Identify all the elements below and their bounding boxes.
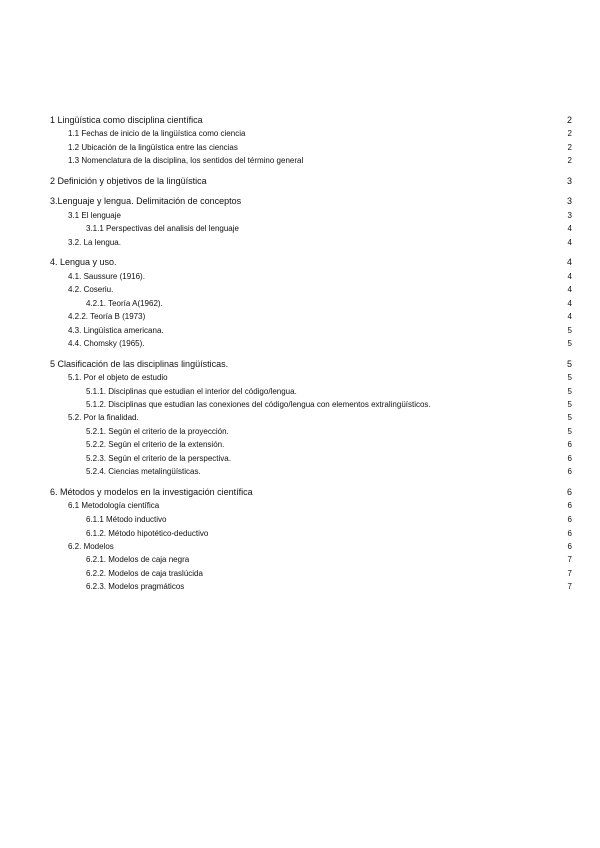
- toc-entry-title: 5.2.3. Según el criterio de la perspectiva.: [86, 454, 231, 463]
- toc-entry-title: 4.1. Saussure (1916).: [68, 272, 145, 281]
- toc-entry-title: 5.2.1. Según el criterio de la proyección.: [86, 427, 229, 436]
- toc-entry[interactable]: [0, 540, 600, 553]
- toc-entry[interactable]: [0, 580, 600, 593]
- toc-entry[interactable]: [0, 513, 600, 526]
- toc-entry-title: 6.1 Metodología científica: [68, 501, 160, 510]
- toc-entry-title: 6.2.2. Modelos de caja traslúcida: [86, 569, 203, 578]
- toc-entry-title: 1.1 Fechas de inicio de la lingüística como ciencia: [68, 129, 246, 138]
- toc-entry[interactable]: [0, 465, 600, 478]
- toc-entry[interactable]: [0, 154, 600, 167]
- toc-entry-page: 6: [567, 529, 572, 538]
- toc-entry-title: 4.4. Chomsky (1965).: [68, 339, 145, 348]
- toc-entry-title: 4. Lengua y uso.: [50, 257, 117, 267]
- toc-entry-page: 3: [567, 211, 572, 220]
- toc-entry-page: 7: [567, 569, 572, 578]
- toc-entry[interactable]: [0, 324, 600, 337]
- toc-entry-page: 4: [567, 312, 572, 321]
- toc-entry-page: 6: [567, 467, 572, 476]
- toc-entry-page: 2: [567, 156, 572, 165]
- toc-entry-page: 6: [567, 515, 572, 524]
- toc-entry[interactable]: [0, 195, 600, 208]
- toc-entry-title: 5.1. Por el objeto de estudio: [68, 373, 168, 382]
- toc-entry-title: 6.2.3. Modelos pragmáticos: [86, 582, 185, 591]
- toc-entry[interactable]: [0, 256, 600, 269]
- toc-entry-title: 4.2. Coseriu.: [68, 285, 114, 294]
- toc-entry-page: 6: [567, 542, 572, 551]
- toc-entry[interactable]: [0, 371, 600, 384]
- toc-entry-title: 3.Lenguaje y lengua. Delimitación de conceptos: [50, 196, 242, 206]
- toc-entry[interactable]: [0, 452, 600, 465]
- toc-entry-page: 5: [567, 326, 572, 335]
- toc-entry-page: 4: [567, 238, 572, 247]
- toc-entry-title: 2 Definición y objetivos de la lingüística: [50, 176, 207, 186]
- toc-entry[interactable]: [0, 499, 600, 512]
- toc-entry-title: 4.2.2. Teoría B (1973): [68, 312, 146, 321]
- toc-entry-title: 3.1.1 Perspectivas del analisis del lenguaje: [86, 224, 239, 233]
- toc-entry-page: 4: [567, 299, 572, 308]
- toc-entry-page: 5: [567, 413, 572, 422]
- toc-entry-title: 5.1.1. Disciplinas que estudian el interior del código/lengua.: [86, 387, 297, 396]
- toc-entry[interactable]: [0, 175, 600, 188]
- toc-entry[interactable]: [0, 438, 600, 451]
- toc-entry-title: 1.3 Nomenclatura de la disciplina, los sentidos del término general: [68, 156, 304, 165]
- toc-entry[interactable]: [0, 411, 600, 424]
- toc-entry-page: 7: [567, 582, 572, 591]
- toc-entry-page: 3: [566, 196, 572, 206]
- toc-entry-title: 3.2. La lengua.: [68, 238, 121, 247]
- toc-entry[interactable]: [0, 270, 600, 283]
- toc-entry-title: 6.2.1. Modelos de caja negra: [86, 555, 190, 564]
- toc-entry-page: 4: [567, 224, 572, 233]
- toc-entry[interactable]: [0, 337, 600, 350]
- toc-entry-title: 1.2 Ubicación de la lingüística entre las ciencias: [68, 143, 238, 152]
- toc-entry[interactable]: [0, 486, 600, 499]
- toc-entry-page: 3: [566, 176, 572, 186]
- toc-entry[interactable]: [0, 297, 600, 310]
- toc-entry[interactable]: [0, 310, 600, 323]
- toc-entry-page: 6: [567, 501, 572, 510]
- toc-entry-title: 3.1 El lenguaje: [68, 211, 121, 220]
- toc-entry-title: 6.2. Modelos: [68, 542, 114, 551]
- toc-entry-page: 4: [567, 272, 572, 281]
- toc-entry-page: 6: [567, 440, 572, 449]
- toc-entry[interactable]: [0, 209, 600, 222]
- toc-entry-page: 2: [566, 115, 572, 125]
- toc-entry[interactable]: [0, 358, 600, 371]
- toc-entry-title: 1 Lingüística como disciplina científica: [50, 115, 203, 125]
- toc-entry[interactable]: [0, 567, 600, 580]
- toc-entry-page: 7: [567, 555, 572, 564]
- toc-entry[interactable]: [0, 527, 600, 540]
- toc-entry-title: 6.1.2. Método hipotético-deductivo: [86, 529, 209, 538]
- toc-entry-title: 5 Clasificación de las disciplinas lingüísticas.: [50, 359, 229, 369]
- toc-entry-page: 5: [567, 427, 572, 436]
- toc-entry-title: 6.1.1 Método inductivo: [86, 515, 167, 524]
- toc-entry-title: 5.2.2. Según el criterio de la extensión.: [86, 440, 225, 449]
- toc-entry-title: 5.1.2. Disciplinas que estudian las conexiones del código/lengua con elementos extralingüísticos.: [86, 400, 431, 409]
- toc-entry[interactable]: [0, 114, 600, 127]
- toc-entry-title: 4.2.1. Teoría A(1962).: [86, 299, 163, 308]
- toc-entry-page: 2: [567, 129, 572, 138]
- toc-entry-page: 5: [567, 373, 572, 382]
- toc-entry-page: 5: [567, 387, 572, 396]
- toc-entry-page: 5: [567, 339, 572, 348]
- toc-entry[interactable]: [0, 222, 600, 235]
- toc-entry[interactable]: [0, 553, 600, 566]
- toc-entry[interactable]: [0, 141, 600, 154]
- toc-entry[interactable]: [0, 127, 600, 140]
- toc-entry[interactable]: [0, 398, 600, 411]
- toc-entry[interactable]: [0, 385, 600, 398]
- toc-entry-page: 4: [567, 285, 572, 294]
- toc-entry-page: 5: [567, 400, 572, 409]
- toc-entry-title: 5.2.4. Ciencias metalingüísticas.: [86, 467, 201, 476]
- toc-entry-title: 6. Métodos y modelos en la investigación científica: [50, 487, 253, 497]
- toc-entry-page: 6: [566, 487, 572, 497]
- toc-entry-page: 6: [567, 454, 572, 463]
- toc-entry[interactable]: [0, 236, 600, 249]
- toc-entry-title: 4.3. Lingüística americana.: [68, 326, 164, 335]
- toc-entry-title: 5.2. Por la finalidad.: [68, 413, 139, 422]
- toc-entry-page: 5: [566, 359, 572, 369]
- toc-entry-page: 4: [566, 257, 572, 267]
- toc-entry[interactable]: [0, 283, 600, 296]
- toc-entry-page: 2: [567, 143, 572, 152]
- toc-entry[interactable]: [0, 425, 600, 438]
